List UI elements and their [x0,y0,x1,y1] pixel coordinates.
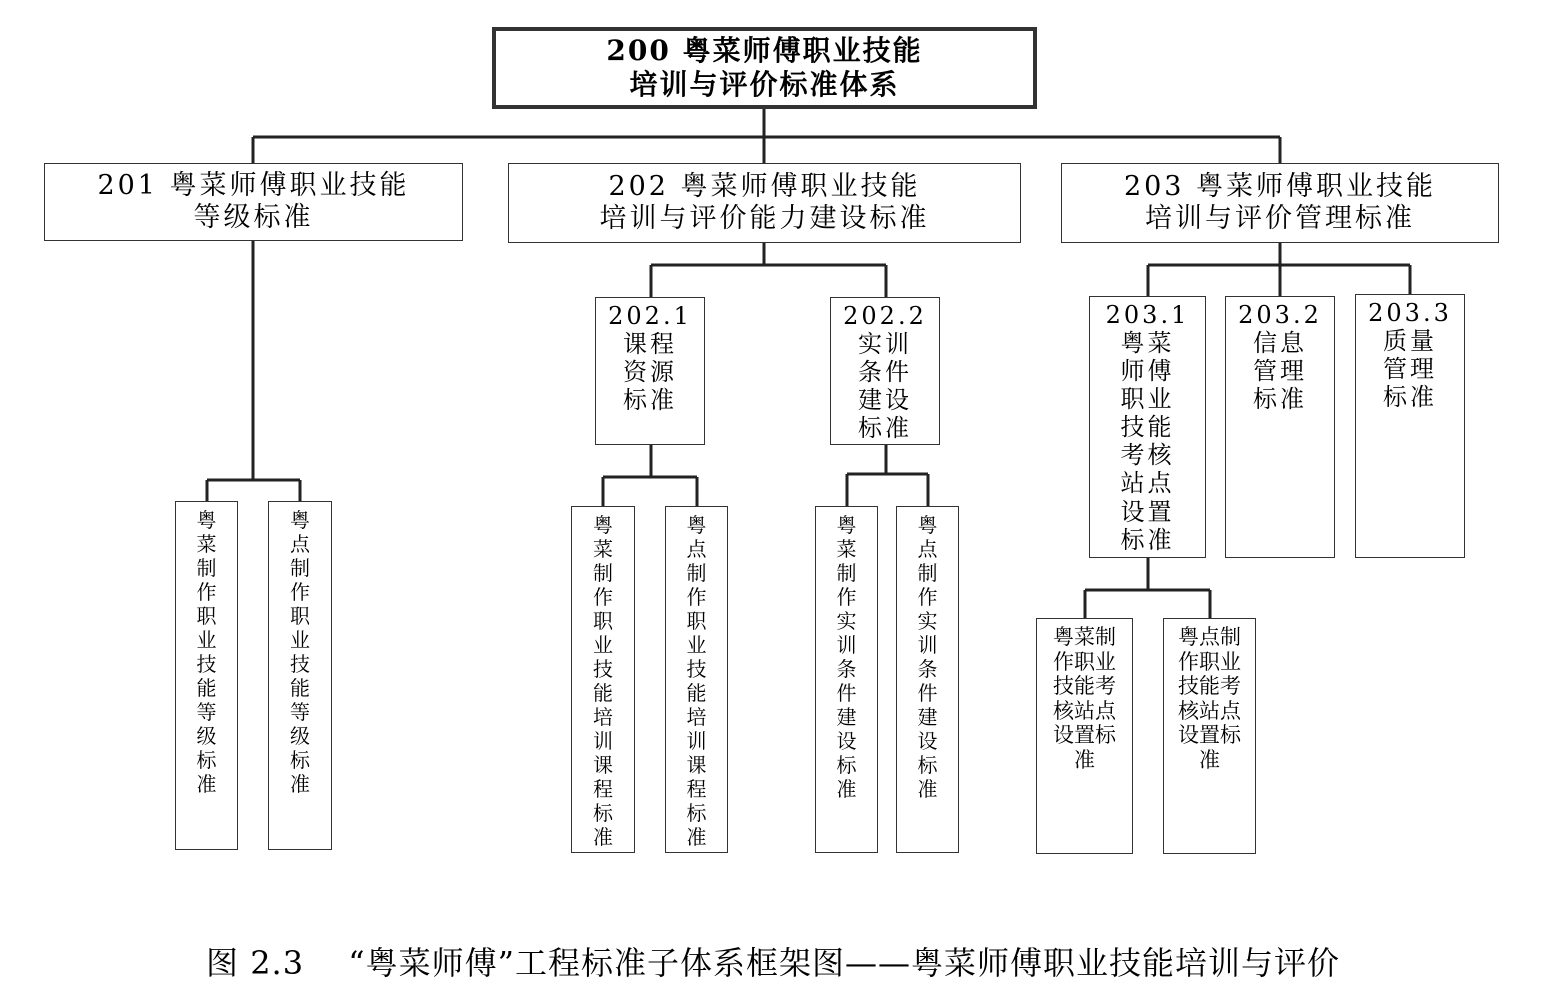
node-203 [1061,163,1499,243]
node-203-1 [1089,296,1206,558]
node-203-2 [1225,296,1335,558]
node-203-3 [1355,294,1465,558]
figure-caption: 图 2.3 “粤菜师傅”工程标准子体系框架图——粤菜师傅职业技能培训与评价 [206,944,1340,982]
node-202-1 [595,297,705,445]
leaf-201-pastry [268,501,332,850]
node-201 [44,163,463,241]
node-202-1-code: 202.1 [608,302,692,330]
leaf-label: 粤点制作职业技能培训课程标准 [686,513,707,849]
leaf-label: 粤菜制作职业技能考核站点设置标准 [1053,625,1116,772]
node-202-1-label: 课程资源标准 [623,330,677,415]
node-202-2-label: 实训条件建设标准 [858,330,912,443]
leaf-2021-pastry [665,506,728,853]
node-202 [508,163,1021,243]
leaf-2022-pastry [896,506,959,853]
node-202-label: 202 粤菜师傅职业技能 培训与评价能力建设标准 [599,170,930,234]
leaf-2022-cuisine [815,506,878,853]
leaf-2021-cuisine [571,506,635,853]
node-203-1-label: 粤菜师傅职业技能考核站点设置标准 [1120,329,1175,554]
leaf-label: 粤点制作实训条件建设标准 [917,513,938,801]
node-202-2-code: 202.2 [843,302,927,330]
leaf-label: 粤菜制作职业技能培训课程标准 [593,513,613,849]
node-203-2-code: 203.2 [1238,301,1322,329]
node-203-label: 203 粤菜师傅职业技能 培训与评价管理标准 [1123,170,1437,234]
leaf-201-cuisine [175,501,238,850]
node-203-3-label: 质量管理标准 [1383,327,1437,412]
node-201-label: 201 粤菜师傅职业技能 等级标准 [97,169,410,233]
leaf-label: 粤点制作职业技能考核站点设置标准 [1178,625,1241,772]
leaf-label: 粤点制作职业技能等级标准 [290,508,310,796]
leaf-label: 粤菜制作职业技能等级标准 [196,508,217,796]
root-node [492,27,1037,109]
root-label: 200 粤菜师傅职业技能 培训与评价标准体系 [606,34,923,101]
leaf-2031-cuisine [1036,618,1133,854]
leaf-2031-pastry [1163,618,1256,854]
leaf-label: 粤菜制作实训条件建设标准 [836,513,857,801]
node-202-2 [830,297,940,445]
node-203-2-label: 信息管理标准 [1253,329,1307,414]
node-203-1-code: 203.1 [1105,301,1190,329]
node-203-3-code: 203.3 [1368,299,1452,327]
